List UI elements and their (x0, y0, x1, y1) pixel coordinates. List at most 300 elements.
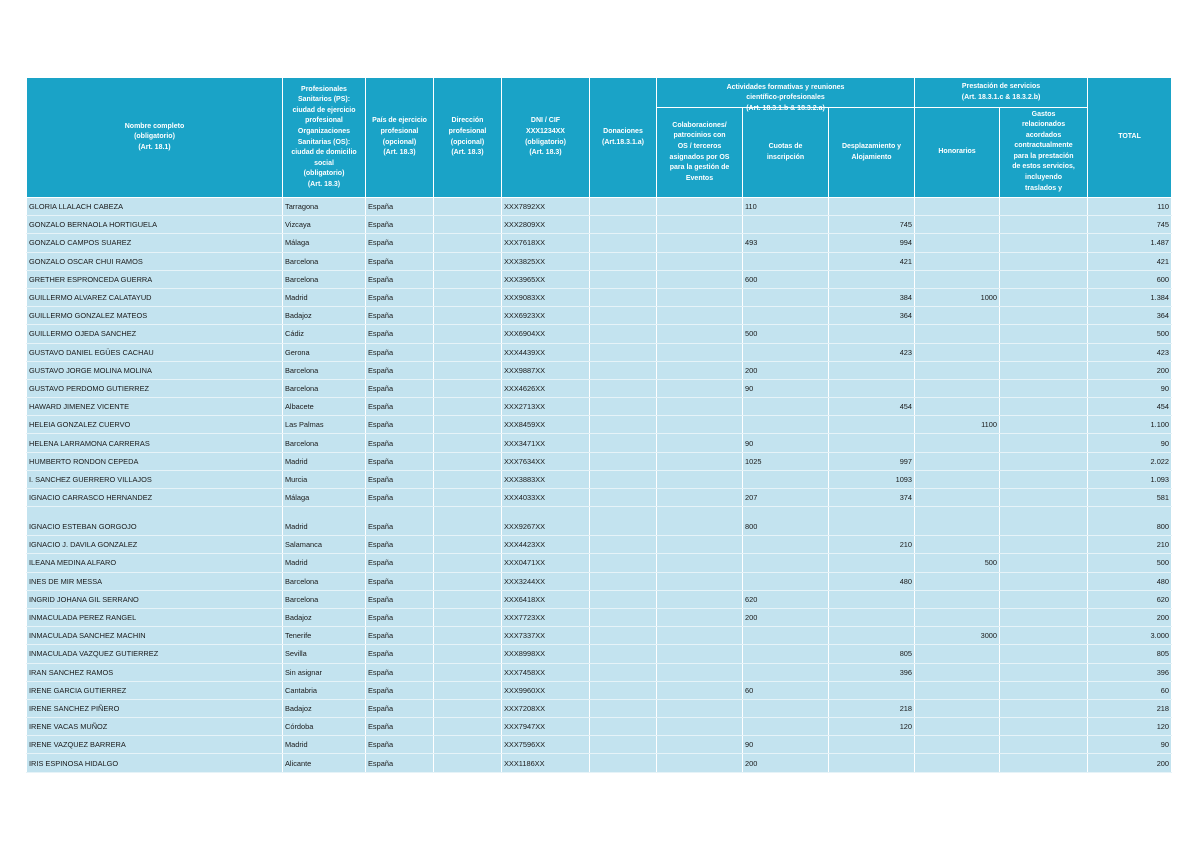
cell-address (434, 398, 502, 416)
cell-fees (743, 216, 829, 234)
col-header-fees (743, 108, 829, 198)
header-line: Cuotas de (768, 142, 803, 150)
header-line: patrocinios con (673, 132, 726, 140)
cell-name: GRETHER ESPRONCEDA GUERRA (27, 270, 283, 288)
cell-collaborations (657, 470, 743, 488)
table-row (27, 627, 1172, 645)
cell-fees: 500 (743, 325, 829, 343)
cell-honorarios (915, 343, 1000, 361)
cell-travel: 120 (829, 718, 915, 736)
cell-collaborations (657, 307, 743, 325)
cell-donations (590, 343, 657, 361)
header-line: OS / terceros (677, 142, 722, 150)
cell-address (434, 754, 502, 772)
cell-city: Badajoz (283, 307, 366, 325)
cell-country: España (366, 489, 434, 507)
cell-name: GUSTAVO JORGE MOLINA MOLINA (27, 361, 283, 379)
table-row (27, 645, 1172, 663)
cell-travel: 994 (829, 234, 915, 252)
cell-gastos (1000, 736, 1088, 754)
cell-fees (743, 307, 829, 325)
cell-travel: 1093 (829, 470, 915, 488)
cell-gastos (1000, 718, 1088, 736)
table-row (27, 361, 1172, 379)
cell-address (434, 361, 502, 379)
cell-collaborations (657, 736, 743, 754)
cell-fees (743, 572, 829, 590)
cell-name: INMACULADA SANCHEZ MACHIN (27, 627, 283, 645)
cell-honorarios (915, 252, 1000, 270)
cell-travel: 805 (829, 645, 915, 663)
cell-fees: 90 (743, 434, 829, 452)
cell-address (434, 270, 502, 288)
cell-city: Sevilla (283, 645, 366, 663)
cell-donations (590, 699, 657, 717)
cell-gastos (1000, 452, 1088, 470)
col-header-total (1088, 78, 1172, 198)
cell-city: Badajoz (283, 699, 366, 717)
table-row (27, 234, 1172, 252)
cell-country: España (366, 343, 434, 361)
cell-honorarios (915, 699, 1000, 717)
cell-donations (590, 663, 657, 681)
cell-collaborations (657, 718, 743, 736)
cell-total: 90 (1088, 736, 1172, 754)
cell-travel: 423 (829, 343, 915, 361)
table-row (27, 608, 1172, 626)
cell-donations (590, 554, 657, 572)
cell-donations (590, 270, 657, 288)
cell-country: España (366, 416, 434, 434)
cell-name: GONZALO OSCAR CHUI RAMOS (27, 252, 283, 270)
cell-country: España (366, 590, 434, 608)
cell-name: HUMBERTO RONDON CEPEDA (27, 452, 283, 470)
cell-honorarios (915, 379, 1000, 397)
cell-country: España (366, 699, 434, 717)
cell-collaborations (657, 572, 743, 590)
cell-name: IRENE GARCIA GUTIERREZ (27, 681, 283, 699)
table-row (27, 252, 1172, 270)
cell-donations (590, 590, 657, 608)
cell-honorarios (915, 489, 1000, 507)
table-row (27, 507, 1172, 536)
cell-total: 581 (1088, 489, 1172, 507)
col-header-gastos (1000, 108, 1088, 198)
cell-fees (743, 645, 829, 663)
table-row (27, 554, 1172, 572)
cell-donations (590, 361, 657, 379)
cell-honorarios (915, 270, 1000, 288)
cell-travel (829, 681, 915, 699)
cell-dni: XXX6923XX (502, 307, 590, 325)
cell-dni: XXX9887XX (502, 361, 590, 379)
header-line: (opcional) (450, 138, 485, 146)
cell-city: Murcia (283, 470, 366, 488)
cell-address (434, 379, 502, 397)
cell-fees: 1025 (743, 452, 829, 470)
cell-donations (590, 507, 657, 536)
cell-travel (829, 416, 915, 434)
cell-name: HELENA LARRAMONA CARRERAS (27, 434, 283, 452)
cell-total: 210 (1088, 536, 1172, 554)
cell-country: España (366, 252, 434, 270)
cell-collaborations (657, 645, 743, 663)
cell-city: Cantabria (283, 681, 366, 699)
cell-honorarios (915, 434, 1000, 452)
cell-gastos (1000, 489, 1088, 507)
cell-honorarios (915, 736, 1000, 754)
cell-travel (829, 590, 915, 608)
cell-honorarios: 1100 (915, 416, 1000, 434)
header-line: Alojamiento (851, 153, 892, 161)
cell-donations (590, 536, 657, 554)
cell-fees (743, 343, 829, 361)
cell-fees: 620 (743, 590, 829, 608)
table-row (27, 379, 1172, 397)
cell-travel: 374 (829, 489, 915, 507)
cell-total: 480 (1088, 572, 1172, 590)
cell-city: Barcelona (283, 379, 366, 397)
cell-address (434, 718, 502, 736)
cell-name: GUILLERMO GONZALEZ MATEOS (27, 307, 283, 325)
cell-gastos (1000, 216, 1088, 234)
cell-fees: 207 (743, 489, 829, 507)
cell-country: España (366, 645, 434, 663)
cell-honorarios (915, 536, 1000, 554)
cell-honorarios (915, 452, 1000, 470)
cell-city: Madrid (283, 554, 366, 572)
cell-collaborations (657, 379, 743, 397)
cell-address (434, 343, 502, 361)
cell-fees (743, 288, 829, 306)
cell-total: 396 (1088, 663, 1172, 681)
cell-gastos (1000, 470, 1088, 488)
cell-total: 1.384 (1088, 288, 1172, 306)
cell-gastos (1000, 398, 1088, 416)
cell-fees: 90 (743, 736, 829, 754)
cell-collaborations (657, 288, 743, 306)
cell-travel (829, 507, 915, 536)
cell-honorarios (915, 361, 1000, 379)
cell-total: 200 (1088, 608, 1172, 626)
cell-donations (590, 608, 657, 626)
cell-honorarios: 500 (915, 554, 1000, 572)
cell-dni: XXX7337XX (502, 627, 590, 645)
header-line: (Art.18.3.1.a) (601, 138, 645, 146)
transparency-report-sheet (26, 77, 1171, 773)
header-line: Gastos (1031, 110, 1056, 118)
cell-fees: 110 (743, 198, 829, 216)
table-row (27, 416, 1172, 434)
header-line: (Art. 18.3) (383, 149, 416, 157)
cell-address (434, 681, 502, 699)
cell-collaborations (657, 681, 743, 699)
cell-address (434, 416, 502, 434)
header-line: traslados y (1025, 184, 1063, 192)
cell-travel: 745 (829, 216, 915, 234)
cell-donations (590, 416, 657, 434)
cell-fees: 60 (743, 681, 829, 699)
cell-gastos (1000, 590, 1088, 608)
cell-country: España (366, 361, 434, 379)
cell-total: 200 (1088, 754, 1172, 772)
cell-travel (829, 325, 915, 343)
header-line: incluyendo (1025, 174, 1062, 182)
cell-collaborations (657, 398, 743, 416)
cell-gastos (1000, 270, 1088, 288)
header-line: Eventos (685, 174, 714, 182)
cell-country: España (366, 572, 434, 590)
cell-fees (743, 663, 829, 681)
table-row (27, 288, 1172, 306)
header-line: Sanitarias (OS): (297, 138, 351, 146)
cell-gastos (1000, 252, 1088, 270)
cell-dni: XXX2809XX (502, 216, 590, 234)
col-header-dni (502, 78, 590, 198)
cell-address (434, 736, 502, 754)
header-line: de estos servicios, (1012, 163, 1075, 171)
cell-total: 421 (1088, 252, 1172, 270)
cell-gastos (1000, 681, 1088, 699)
cell-dni: XXX8998XX (502, 645, 590, 663)
cell-total: 1.093 (1088, 470, 1172, 488)
cell-city: Barcelona (283, 572, 366, 590)
cell-total: 1.100 (1088, 416, 1172, 434)
cell-collaborations (657, 216, 743, 234)
cell-country: España (366, 718, 434, 736)
cell-dni: XXX7723XX (502, 608, 590, 626)
cell-honorarios (915, 234, 1000, 252)
table-row (27, 681, 1172, 699)
cell-collaborations (657, 699, 743, 717)
cell-name: IRENE VACAS MUÑOZ (27, 718, 283, 736)
cell-dni: XXX1186XX (502, 754, 590, 772)
cell-dni: XXX4439XX (502, 343, 590, 361)
header-line: (Art. 18.3.1.b & 18.3.2.a) (746, 104, 825, 112)
cell-name: HELEIA GONZALEZ CUERVO (27, 416, 283, 434)
cell-address (434, 645, 502, 663)
cell-country: España (366, 234, 434, 252)
table-row (27, 536, 1172, 554)
table-row (27, 590, 1172, 608)
cell-city: Salamanca (283, 536, 366, 554)
cell-donations (590, 288, 657, 306)
cell-address (434, 252, 502, 270)
col-header-collaborations (657, 108, 743, 198)
cell-name: GUSTAVO DANIEL EGÜES CACHAU (27, 343, 283, 361)
cell-gastos (1000, 754, 1088, 772)
cell-city: Málaga (283, 489, 366, 507)
cell-total: 2.022 (1088, 452, 1172, 470)
cell-dni: XXX7596XX (502, 736, 590, 754)
cell-dni: XXX4423XX (502, 536, 590, 554)
cell-honorarios (915, 590, 1000, 608)
cell-honorarios (915, 645, 1000, 663)
cell-total: 200 (1088, 361, 1172, 379)
cell-total: 218 (1088, 699, 1172, 717)
header-line: Prestación de servicios (961, 82, 1041, 90)
cell-city: Alicante (283, 754, 366, 772)
col-header-name (27, 78, 283, 198)
cell-travel (829, 434, 915, 452)
cell-honorarios (915, 216, 1000, 234)
cell-travel: 210 (829, 536, 915, 554)
header-line: (Art. 18.3) (529, 149, 562, 157)
table-row (27, 572, 1172, 590)
cell-collaborations (657, 452, 743, 470)
cell-name: ILEANA MEDINA ALFARO (27, 554, 283, 572)
cell-city: Barcelona (283, 252, 366, 270)
cell-travel (829, 379, 915, 397)
header-line: (Art. 18.3.1.c & 18.3.2.b) (961, 93, 1041, 101)
table-row (27, 216, 1172, 234)
cell-total: 90 (1088, 379, 1172, 397)
cell-country: España (366, 470, 434, 488)
cell-fees (743, 252, 829, 270)
cell-total: 423 (1088, 343, 1172, 361)
cell-gastos (1000, 343, 1088, 361)
cell-name: IGNACIO J. DAVILA GONZALEZ (27, 536, 283, 554)
cell-address (434, 288, 502, 306)
cell-gastos (1000, 288, 1088, 306)
cell-city: Barcelona (283, 361, 366, 379)
cell-dni: XXX4033XX (502, 489, 590, 507)
table-row (27, 718, 1172, 736)
cell-city: Gerona (283, 343, 366, 361)
cell-fees (743, 718, 829, 736)
cell-dni: XXX6904XX (502, 325, 590, 343)
cell-dni: XXX3825XX (502, 252, 590, 270)
cell-name: INMACULADA VAZQUEZ GUTIERREZ (27, 645, 283, 663)
cell-travel (829, 754, 915, 772)
cell-city: Badajoz (283, 608, 366, 626)
cell-travel (829, 198, 915, 216)
cell-address (434, 627, 502, 645)
cell-address (434, 590, 502, 608)
cell-address (434, 434, 502, 452)
header-line: (opcional) (382, 138, 417, 146)
cell-travel: 454 (829, 398, 915, 416)
cell-total: 454 (1088, 398, 1172, 416)
header-line: ciudad de domicilio (291, 149, 357, 157)
table-header (27, 78, 1172, 198)
cell-name: IRENE VAZQUEZ BARRERA (27, 736, 283, 754)
cell-dni: XXX3244XX (502, 572, 590, 590)
cell-gastos (1000, 663, 1088, 681)
table-row (27, 307, 1172, 325)
cell-collaborations (657, 608, 743, 626)
header-line: DNI / CIF (530, 117, 561, 125)
cell-address (434, 608, 502, 626)
header-line: (obligatorio) (525, 138, 566, 146)
cell-city: Tarragona (283, 198, 366, 216)
cell-dni: XXX7618XX (502, 234, 590, 252)
header-line: ciudad de ejercicio (292, 106, 356, 114)
header-line: asignados por OS (669, 153, 730, 161)
header-line: científico-profesionales (746, 94, 825, 102)
header-line: relacionados (1021, 121, 1066, 129)
cell-country: España (366, 736, 434, 754)
cell-travel: 384 (829, 288, 915, 306)
col-header-country (366, 78, 434, 198)
header-line: para la gestión de (669, 164, 730, 172)
table-row (27, 736, 1172, 754)
header-line: XXX1234XX (526, 127, 565, 135)
cell-donations (590, 434, 657, 452)
cell-address (434, 452, 502, 470)
cell-total: 620 (1088, 590, 1172, 608)
cell-honorarios: 3000 (915, 627, 1000, 645)
cell-dni: XXX9083XX (502, 288, 590, 306)
cell-gastos (1000, 645, 1088, 663)
cell-total: 120 (1088, 718, 1172, 736)
cell-total: 805 (1088, 645, 1172, 663)
cell-dni: XXX3471XX (502, 434, 590, 452)
cell-country: España (366, 663, 434, 681)
cell-fees (743, 554, 829, 572)
cell-city: Barcelona (283, 434, 366, 452)
cell-donations (590, 718, 657, 736)
cell-travel: 218 (829, 699, 915, 717)
cell-gastos (1000, 507, 1088, 536)
header-line: (obligatorio) (303, 170, 345, 178)
table-row (27, 270, 1172, 288)
cell-total: 800 (1088, 507, 1172, 536)
header-line: Actividades formativas y reuniones (726, 83, 845, 91)
header-line: Colaboraciones/ (672, 121, 727, 129)
cell-collaborations (657, 416, 743, 434)
cell-country: España (366, 216, 434, 234)
cell-country: España (366, 754, 434, 772)
cell-name: IGNACIO ESTEBAN GORGOJO (27, 507, 283, 536)
table-body (27, 198, 1172, 773)
cell-gastos (1000, 554, 1088, 572)
cell-donations (590, 216, 657, 234)
header-line: profesional (305, 117, 343, 125)
cell-city: Cádiz (283, 325, 366, 343)
cell-travel: 396 (829, 663, 915, 681)
header-line: Organizaciones (297, 127, 351, 135)
cell-name: GUILLERMO OJEDA SANCHEZ (27, 325, 283, 343)
cell-gastos (1000, 198, 1088, 216)
cell-country: España (366, 198, 434, 216)
cell-name: INES DE MIR MESSA (27, 572, 283, 590)
cell-city: Vizcaya (283, 216, 366, 234)
header-line: acordados (1025, 131, 1062, 139)
cell-donations (590, 325, 657, 343)
header-line: (obligatorio) (134, 133, 175, 141)
cell-address (434, 554, 502, 572)
cell-gastos (1000, 699, 1088, 717)
cell-donations (590, 572, 657, 590)
cell-dni: XXX9960XX (502, 681, 590, 699)
cell-honorarios (915, 754, 1000, 772)
cell-fees (743, 470, 829, 488)
cell-total: 364 (1088, 307, 1172, 325)
cell-dni: XXX7947XX (502, 718, 590, 736)
cell-country: España (366, 307, 434, 325)
cell-name: IRENE SANCHEZ PIÑERO (27, 699, 283, 717)
header-line: social (314, 159, 334, 167)
payments-table (26, 77, 1172, 773)
cell-fees: 200 (743, 754, 829, 772)
cell-travel (829, 608, 915, 626)
cell-address (434, 572, 502, 590)
table-row (27, 699, 1172, 717)
cell-gastos (1000, 307, 1088, 325)
cell-city: Sin asignar (283, 663, 366, 681)
cell-donations (590, 252, 657, 270)
